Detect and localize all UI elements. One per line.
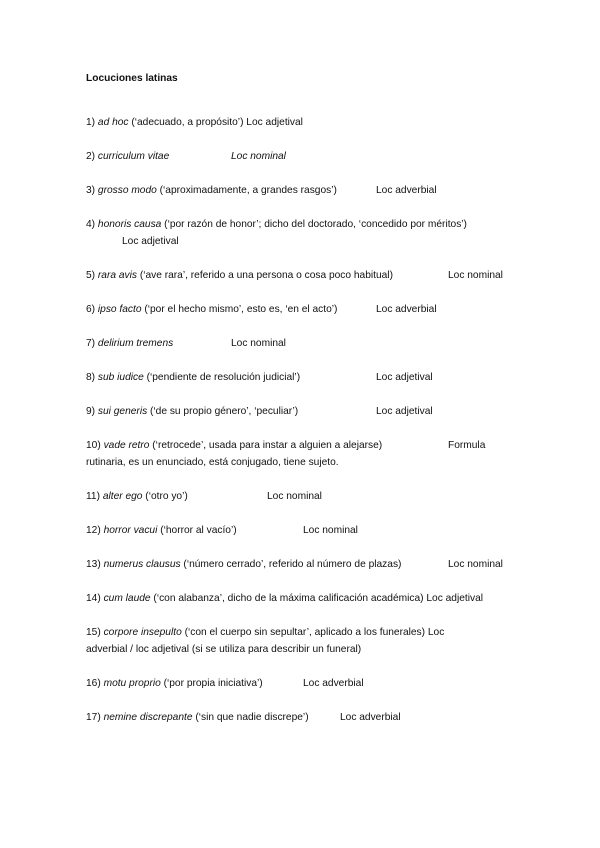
list-item (86, 370, 526, 387)
latin-term: ipso facto (97, 304, 142, 315)
item-number: 5) (86, 270, 96, 281)
item-gloss: (‘por propia iniciativa’) (160, 678, 263, 689)
item-number: 7) (86, 338, 96, 349)
item-number: 9) (86, 406, 96, 417)
page-title: Locuciones latinas (86, 73, 178, 84)
latin-term: nemine discrepante (103, 712, 193, 723)
latin-term: delirium tremens (97, 338, 174, 349)
latin-term: numerus clausus (103, 559, 181, 570)
latin-term: honoris causa (97, 219, 162, 230)
item-number: 8) (86, 372, 96, 383)
item-category: Loc adverbial (303, 678, 364, 689)
list-item (86, 115, 526, 132)
latin-term: corpore insepulto (103, 627, 182, 638)
item-category: Loc adverbial (376, 304, 437, 315)
item-gloss: (‘aproximadamente, a grandes rasgos’) (156, 185, 337, 196)
item-category: Loc adjetival (376, 372, 433, 383)
item-category: Loc nominal (267, 491, 322, 502)
list-item (86, 404, 526, 421)
item-gloss: (‘por razón de honor’; dicho del doctorado, ‘concedido por méritos’) (161, 219, 467, 230)
item-continuation: rutinaria, es un enunciado, está conjugado, tiene sujeto. (86, 457, 339, 468)
item-category: Loc adjetival (426, 593, 483, 604)
latin-term: horror vacui (103, 525, 158, 536)
item-number: 15) (86, 627, 101, 638)
list-item (86, 336, 526, 353)
item-category: Loc adjetival (246, 117, 303, 128)
latin-term: grosso modo (97, 185, 157, 196)
item-category: Loc adverbial (340, 712, 401, 723)
item-category: Formula (448, 440, 486, 451)
list-item (86, 591, 526, 608)
item-number: 13) (86, 559, 101, 570)
item-gloss: (‘horror al vacío’) (157, 525, 237, 536)
latin-term: sui generis (97, 406, 148, 417)
latin-term: curriculum vitae (97, 151, 170, 162)
item-continuation: adverbial / loc adjetival (si se utiliza para describir un funeral) (86, 644, 362, 655)
latin-term: vade retro (103, 440, 150, 451)
item-gloss: (‘con alabanza’, dicho de la máxima calificación académica) (150, 593, 427, 604)
item-number: 4) (86, 219, 96, 230)
item-number: 12) (86, 525, 101, 536)
item-category: Loc adverbial (376, 185, 437, 196)
item-category: Loc nominal (448, 270, 503, 281)
item-gloss: (‘de su propio género’, ‘peculiar’) (147, 406, 299, 417)
item-gloss: (‘pendiente de resolución judicial’) (143, 372, 301, 383)
item-gloss: (‘ave rara’, referido a una persona o cosa poco habitual) (136, 270, 393, 281)
item-gloss: (‘otro yo’) (142, 491, 188, 502)
item-number: 10) (86, 440, 101, 451)
item-category: Loc nominal (231, 338, 286, 349)
item-number: 3) (86, 185, 96, 196)
latin-term: rara avis (97, 270, 137, 281)
latin-term: cum laude (103, 593, 151, 604)
item-category: Loc adjetival (122, 236, 179, 247)
item-number: 6) (86, 304, 96, 315)
item-category: Loc nominal (303, 525, 358, 536)
list-item (86, 183, 526, 200)
latin-term: sub iudice (97, 372, 144, 383)
item-number: 1) (86, 117, 96, 128)
item-gloss: (‘número cerrado’, referido al número de plazas) (180, 559, 402, 570)
latin-term: alter ego (102, 491, 143, 502)
item-gloss: (‘adecuado, a propósito’) (128, 117, 247, 128)
list-item (86, 710, 526, 727)
item-gloss: (‘con el cuerpo sin sepultar’, aplicado a los funerales) Loc (181, 627, 445, 638)
item-gloss: (‘retrocede’, usada para instar a alguien a alejarse) (149, 440, 383, 451)
list-item (86, 625, 526, 642)
item-category: Loc adjetival (376, 406, 433, 417)
item-gloss: (‘sin que nadie discrepe’) (192, 712, 309, 723)
list-item (86, 217, 526, 234)
item-number: 2) (86, 151, 96, 162)
item-number: 16) (86, 678, 101, 689)
list-item (86, 149, 526, 166)
item-number: 14) (86, 593, 101, 604)
latin-term: motu proprio (103, 678, 161, 689)
item-number: 17) (86, 712, 101, 723)
list-item (86, 302, 526, 319)
item-category: Loc nominal (448, 559, 503, 570)
item-gloss: (‘por el hecho mismo’, esto es, ‘en el acto’) (141, 304, 338, 315)
latin-term: ad hoc (97, 117, 129, 128)
item-category: Loc nominal (231, 151, 286, 162)
item-number: 11) (86, 491, 100, 502)
